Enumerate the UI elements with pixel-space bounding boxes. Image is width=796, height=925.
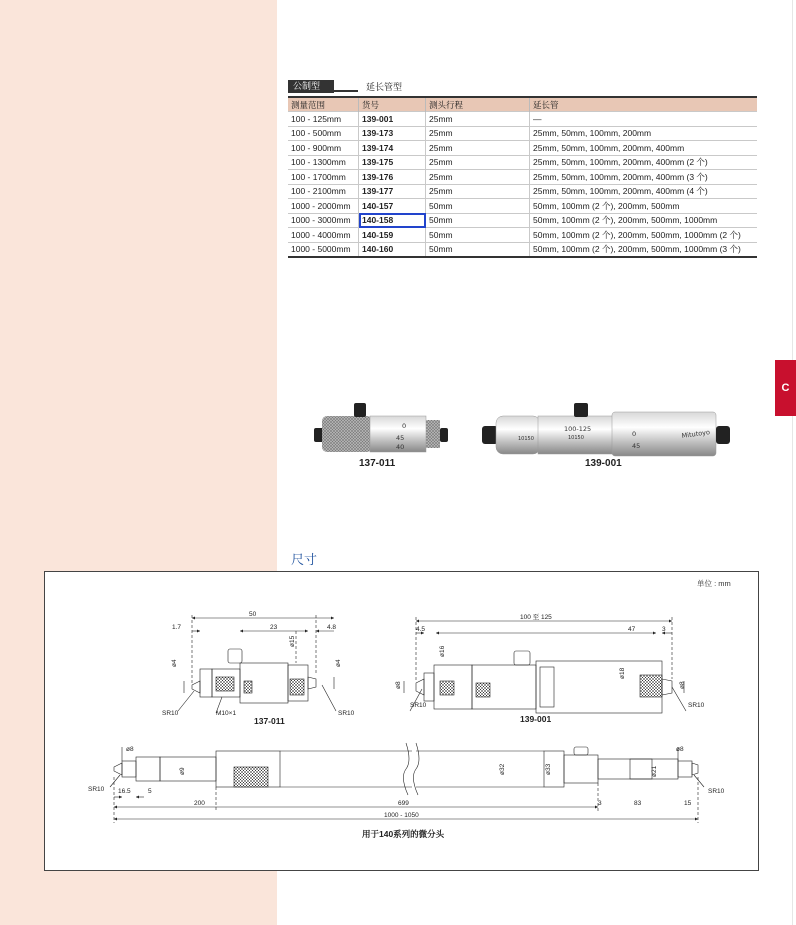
cell-range: 100 - 2100mm (288, 184, 359, 199)
photo-139-001 (480, 398, 740, 458)
photo-label-137-011: 137-011 (359, 458, 396, 469)
d2-dia18: ø18 (619, 667, 626, 679)
d3-d16-5: 16.5 (118, 788, 131, 795)
cell-stroke: 25mm (426, 184, 530, 199)
d2-name: 139-001 (520, 714, 552, 724)
large-scale-45: 45 (632, 442, 641, 450)
d3-d200: 200 (194, 800, 205, 807)
d2-dia16: ø16 (439, 645, 446, 657)
cell-range: 100 - 1700mm (288, 170, 359, 185)
photo-label-139-001: 139-001 (585, 458, 622, 469)
cell-extension: 50mm, 100mm (2 个), 200mm, 500mm, 1000mm (3 个) (530, 242, 758, 257)
table-row (288, 184, 757, 199)
d3-d83: 83 (634, 800, 642, 807)
d3-d699: 699 (398, 800, 409, 807)
d3-sr-left: SR10 (88, 786, 105, 793)
d3-dia9: ø9 (179, 767, 186, 775)
d1-sr-left: SR10 (162, 710, 179, 717)
header-range: 测量范围 (288, 97, 359, 112)
d1-sr-right: SR10 (338, 710, 355, 717)
table-row (288, 228, 757, 243)
small-scale-0: 0 (402, 422, 407, 430)
cell-range: 1000 - 4000mm (288, 228, 359, 243)
d3-dia21: ø21 (651, 765, 658, 777)
d3-d15: 15 (684, 800, 692, 807)
sleeve-mark-a: 10150 (518, 436, 534, 442)
d2-dia8a: ø8 (395, 681, 402, 689)
d2-right: 3 (662, 626, 666, 633)
right-divider (792, 0, 793, 925)
small-scale-40: 40 (396, 443, 405, 451)
d3-dia8a: ø8 (126, 746, 134, 753)
d3-dia32: ø32 (499, 763, 506, 775)
d1-dia4b: ø4 (335, 659, 342, 667)
cell-stroke: 25mm (426, 141, 530, 156)
caption-badge-rule (334, 90, 358, 92)
chapter-tab[interactable]: C (775, 360, 796, 416)
table-row (288, 126, 757, 141)
unit-label: 单位 : mm (697, 579, 731, 588)
cell-extension: — (530, 112, 758, 127)
caption-text: 延长管型 (366, 82, 403, 92)
table-row (288, 242, 757, 257)
table-row (288, 170, 757, 185)
cell-range: 100 - 900mm (288, 141, 359, 156)
large-scale-range: 100-125 (564, 425, 592, 433)
table-row (288, 155, 757, 170)
header-extension: 延长管 (530, 97, 758, 112)
brand-mark: Mitutoyo (681, 428, 711, 440)
cell-stroke: 50mm (426, 242, 530, 257)
cell-code: 140-160 (359, 242, 426, 257)
d2-dia8b: ø8 (679, 681, 686, 689)
cell-code: 139-176 (359, 170, 426, 185)
cell-code: 139-174 (359, 141, 426, 156)
cell-code: 139-177 (359, 184, 426, 199)
cell-range: 1000 - 2000mm (288, 199, 359, 214)
cell-stroke: 50mm (426, 199, 530, 214)
d2-left: 4.5 (416, 626, 426, 633)
table-row (288, 213, 757, 228)
d2-sr-right: SR10 (688, 702, 705, 709)
cell-stroke: 25mm (426, 155, 530, 170)
large-scale-0: 0 (632, 430, 637, 438)
cell-range: 1000 - 3000mm (288, 213, 359, 228)
cell-extension: 25mm, 50mm, 100mm, 200mm, 400mm (2 个) (530, 155, 758, 170)
cell-stroke: 25mm (426, 126, 530, 141)
d2-sr-left: SR10 (410, 702, 427, 709)
d3-d5: 5 (148, 788, 152, 795)
cell-range: 100 - 125mm (288, 112, 359, 127)
cell-extension: 50mm, 100mm (2 个), 200mm, 500mm (530, 199, 758, 214)
d1-mid: 23 (270, 624, 278, 631)
spec-table (288, 96, 757, 258)
cell-extension: 25mm, 50mm, 100mm, 200mm (530, 126, 758, 141)
d1-total: 50 (249, 611, 257, 618)
dimension-drawings (44, 571, 757, 869)
d3-d3: 3 (598, 800, 602, 807)
cell-stroke: 25mm (426, 112, 530, 127)
cell-range: 100 - 500mm (288, 126, 359, 141)
header-code: 货号 (359, 97, 426, 112)
table-row (288, 199, 757, 214)
cell-extension: 25mm, 50mm, 100mm, 200mm, 400mm (530, 141, 758, 156)
d1-name: 137-011 (254, 716, 285, 726)
table-header-row (288, 97, 757, 112)
cell-stroke: 50mm (426, 228, 530, 243)
d2-mid: 47 (628, 626, 636, 633)
cell-extension: 25mm, 50mm, 100mm, 200mm, 400mm (3 个) (530, 170, 758, 185)
d3-sr-right: SR10 (708, 788, 725, 795)
d3-name: 用于140系列的微分头 (362, 829, 445, 839)
cell-range: 1000 - 5000mm (288, 242, 359, 257)
small-scale-45: 45 (396, 434, 405, 442)
table-row (288, 141, 757, 156)
d1-left: 1.7 (172, 624, 182, 631)
cell-code: 139-173 (359, 126, 426, 141)
table-row (288, 112, 757, 127)
d1-thread: M10×1 (216, 710, 237, 717)
cell-code: 139-001 (359, 112, 426, 127)
table-caption (288, 79, 402, 93)
cell-extension: 25mm, 50mm, 100mm, 200mm, 400mm (4 个) (530, 184, 758, 199)
cell-range: 100 - 1300mm (288, 155, 359, 170)
cell-extension: 50mm, 100mm (2 个), 200mm, 500mm, 1000mm (2 个) (530, 228, 758, 243)
d1-right: 4.8 (327, 624, 337, 631)
section-title: 尺寸 (291, 552, 318, 567)
header-stroke: 测头行程 (426, 97, 530, 112)
caption-badge: 公制型 (288, 80, 334, 93)
d2-total: 100 至 125 (520, 614, 552, 621)
d3-dia33: ø33 (545, 763, 552, 775)
d3-dia8b: ø8 (676, 746, 684, 753)
cell-code: 140-159 (359, 228, 426, 243)
cell-stroke: 25mm (426, 170, 530, 185)
cell-extension: 50mm, 100mm (2 个), 200mm, 500mm, 1000mm (530, 213, 758, 228)
photo-137-011 (310, 398, 452, 458)
cell-code: 140-157 (359, 199, 426, 214)
cell-code: 140-158 (359, 213, 426, 228)
d1-dia15: ø15 (289, 635, 296, 647)
cell-stroke: 50mm (426, 213, 530, 228)
d1-dia4a: ø4 (171, 659, 178, 667)
d3-total: 1000 - 1050 (384, 812, 419, 819)
sleeve-mark-b: 10150 (568, 435, 584, 441)
cell-code: 139-175 (359, 155, 426, 170)
